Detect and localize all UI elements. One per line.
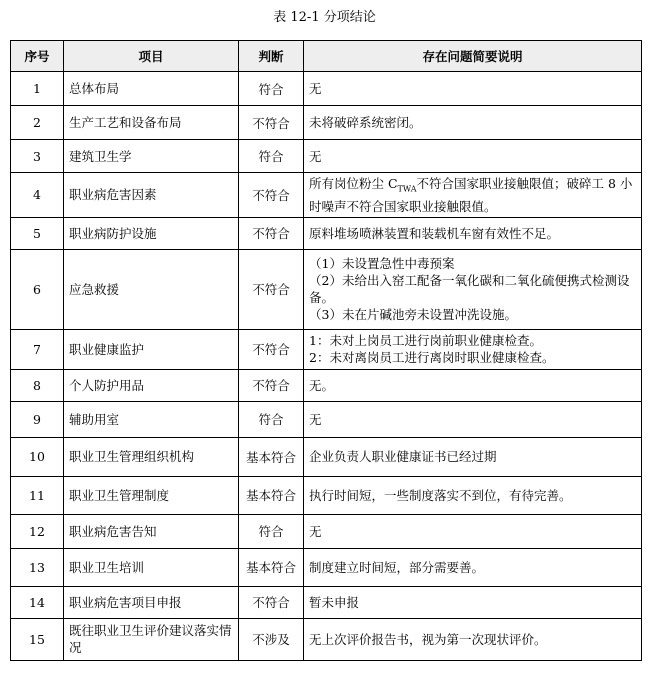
row-item: 职业病危害告知 bbox=[64, 514, 239, 548]
table-caption: 表 12-1 分项结论 bbox=[273, 10, 376, 25]
row-item: 生产工艺和设备布局 bbox=[64, 106, 239, 140]
table-row bbox=[11, 173, 642, 218]
row-judge: 基本符合 bbox=[239, 437, 304, 476]
row-judge: 不符合 bbox=[239, 106, 304, 140]
row-desc bbox=[304, 329, 642, 369]
table-row bbox=[11, 401, 642, 437]
row-no: 14 bbox=[11, 586, 64, 618]
row-desc: 无 bbox=[304, 72, 642, 106]
header-desc: 存在问题简要说明 bbox=[304, 41, 642, 72]
twa-subscript: TWA bbox=[397, 184, 417, 194]
row-judge: 符合 bbox=[239, 514, 304, 548]
row-item: 个人防护用品 bbox=[64, 369, 239, 401]
table-row bbox=[11, 476, 642, 514]
row-item: 既往职业卫生评价建议落实情况 bbox=[64, 618, 239, 660]
table-row bbox=[11, 514, 642, 548]
row-desc: 无 bbox=[304, 401, 642, 437]
row-judge: 不符合 bbox=[239, 173, 304, 218]
conclusion-table bbox=[10, 40, 642, 661]
row-item: 职业卫生管理组织机构 bbox=[64, 437, 239, 476]
row-no: 6 bbox=[11, 249, 64, 329]
row-item: 职业病危害因素 bbox=[64, 173, 239, 218]
row-judge: 不涉及 bbox=[239, 618, 304, 660]
row-no: 7 bbox=[11, 329, 64, 369]
row-desc: 企业负责人职业健康证书已经过期 bbox=[304, 437, 642, 476]
row-no: 12 bbox=[11, 514, 64, 548]
row-desc bbox=[304, 173, 642, 218]
desc-line: 1：未对上岗员工进行岗前职业健康检查。 bbox=[309, 333, 542, 348]
table-row bbox=[11, 437, 642, 476]
row-no: 1 bbox=[11, 72, 64, 106]
desc-text: 所有岗位粉尘 C bbox=[309, 176, 398, 191]
row-desc bbox=[304, 249, 642, 329]
row-no: 13 bbox=[11, 548, 64, 586]
row-desc: 无。 bbox=[304, 369, 642, 401]
row-no: 9 bbox=[11, 401, 64, 437]
row-judge: 不符合 bbox=[239, 329, 304, 369]
header-no: 序号 bbox=[11, 41, 64, 72]
row-no: 5 bbox=[11, 217, 64, 249]
table-row bbox=[11, 72, 642, 106]
row-judge: 符合 bbox=[239, 401, 304, 437]
row-judge: 基本符合 bbox=[239, 548, 304, 586]
table-row bbox=[11, 369, 642, 401]
table-row bbox=[11, 249, 642, 329]
header-item: 项目 bbox=[64, 41, 239, 72]
table-row bbox=[11, 329, 642, 369]
row-judge: 不符合 bbox=[239, 586, 304, 618]
row-item: 职业卫生管理制度 bbox=[64, 476, 239, 514]
desc-line: （3）未在片碱池旁未设置冲洗设施。 bbox=[309, 307, 517, 322]
row-no: 3 bbox=[11, 140, 64, 173]
table-row bbox=[11, 140, 642, 173]
row-judge: 符合 bbox=[239, 72, 304, 106]
row-item: 应急救援 bbox=[64, 249, 239, 329]
row-desc: 未将破碎系统密闭。 bbox=[304, 106, 642, 140]
row-desc: 暂未申报 bbox=[304, 586, 642, 618]
row-item: 职业病防护设施 bbox=[64, 217, 239, 249]
row-desc: 无上次评价报告书，视为第一次现状评价。 bbox=[304, 618, 642, 660]
desc-text: 不符合国家职业接触限值；破碎工 8 小时噪声不符合国家职业接触限值。 bbox=[309, 176, 633, 214]
row-judge: 符合 bbox=[239, 140, 304, 173]
row-item: 建筑卫生学 bbox=[64, 140, 239, 173]
desc-line: （2）未给出入窑工配备一氧化碳和二氧化硫便携式检测设备。 bbox=[309, 273, 630, 305]
row-no: 4 bbox=[11, 173, 64, 218]
table-row bbox=[11, 586, 642, 618]
row-desc: 无 bbox=[304, 514, 642, 548]
row-judge: 不符合 bbox=[239, 249, 304, 329]
table-row bbox=[11, 106, 642, 140]
desc-line: （1）未设置急性中毒预案 bbox=[309, 256, 455, 271]
header-judge: 判断 bbox=[239, 41, 304, 72]
row-item: 总体布局 bbox=[64, 72, 239, 106]
row-no: 10 bbox=[11, 437, 64, 476]
row-no: 11 bbox=[11, 476, 64, 514]
row-desc: 执行时间短，一些制度落实不到位，有待完善。 bbox=[304, 476, 642, 514]
row-item: 职业卫生培训 bbox=[64, 548, 239, 586]
row-item: 辅助用室 bbox=[64, 401, 239, 437]
table-header-row bbox=[11, 41, 642, 72]
row-no: 15 bbox=[11, 618, 64, 660]
row-desc: 无 bbox=[304, 140, 642, 173]
row-no: 2 bbox=[11, 106, 64, 140]
row-item: 职业病危害项目申报 bbox=[64, 586, 239, 618]
table-row bbox=[11, 217, 642, 249]
table-row bbox=[11, 618, 642, 660]
row-desc: 原料堆场喷淋装置和装载机车窗有效性不足。 bbox=[304, 217, 642, 249]
row-judge: 基本符合 bbox=[239, 476, 304, 514]
row-judge: 不符合 bbox=[239, 369, 304, 401]
desc-line: 2：未对离岗员工进行离岗时职业健康检查。 bbox=[309, 350, 555, 365]
table-row bbox=[11, 548, 642, 586]
row-no: 8 bbox=[11, 369, 64, 401]
row-item: 职业健康监护 bbox=[64, 329, 239, 369]
row-judge: 不符合 bbox=[239, 217, 304, 249]
row-desc: 制度建立时间短，部分需要善。 bbox=[304, 548, 642, 586]
